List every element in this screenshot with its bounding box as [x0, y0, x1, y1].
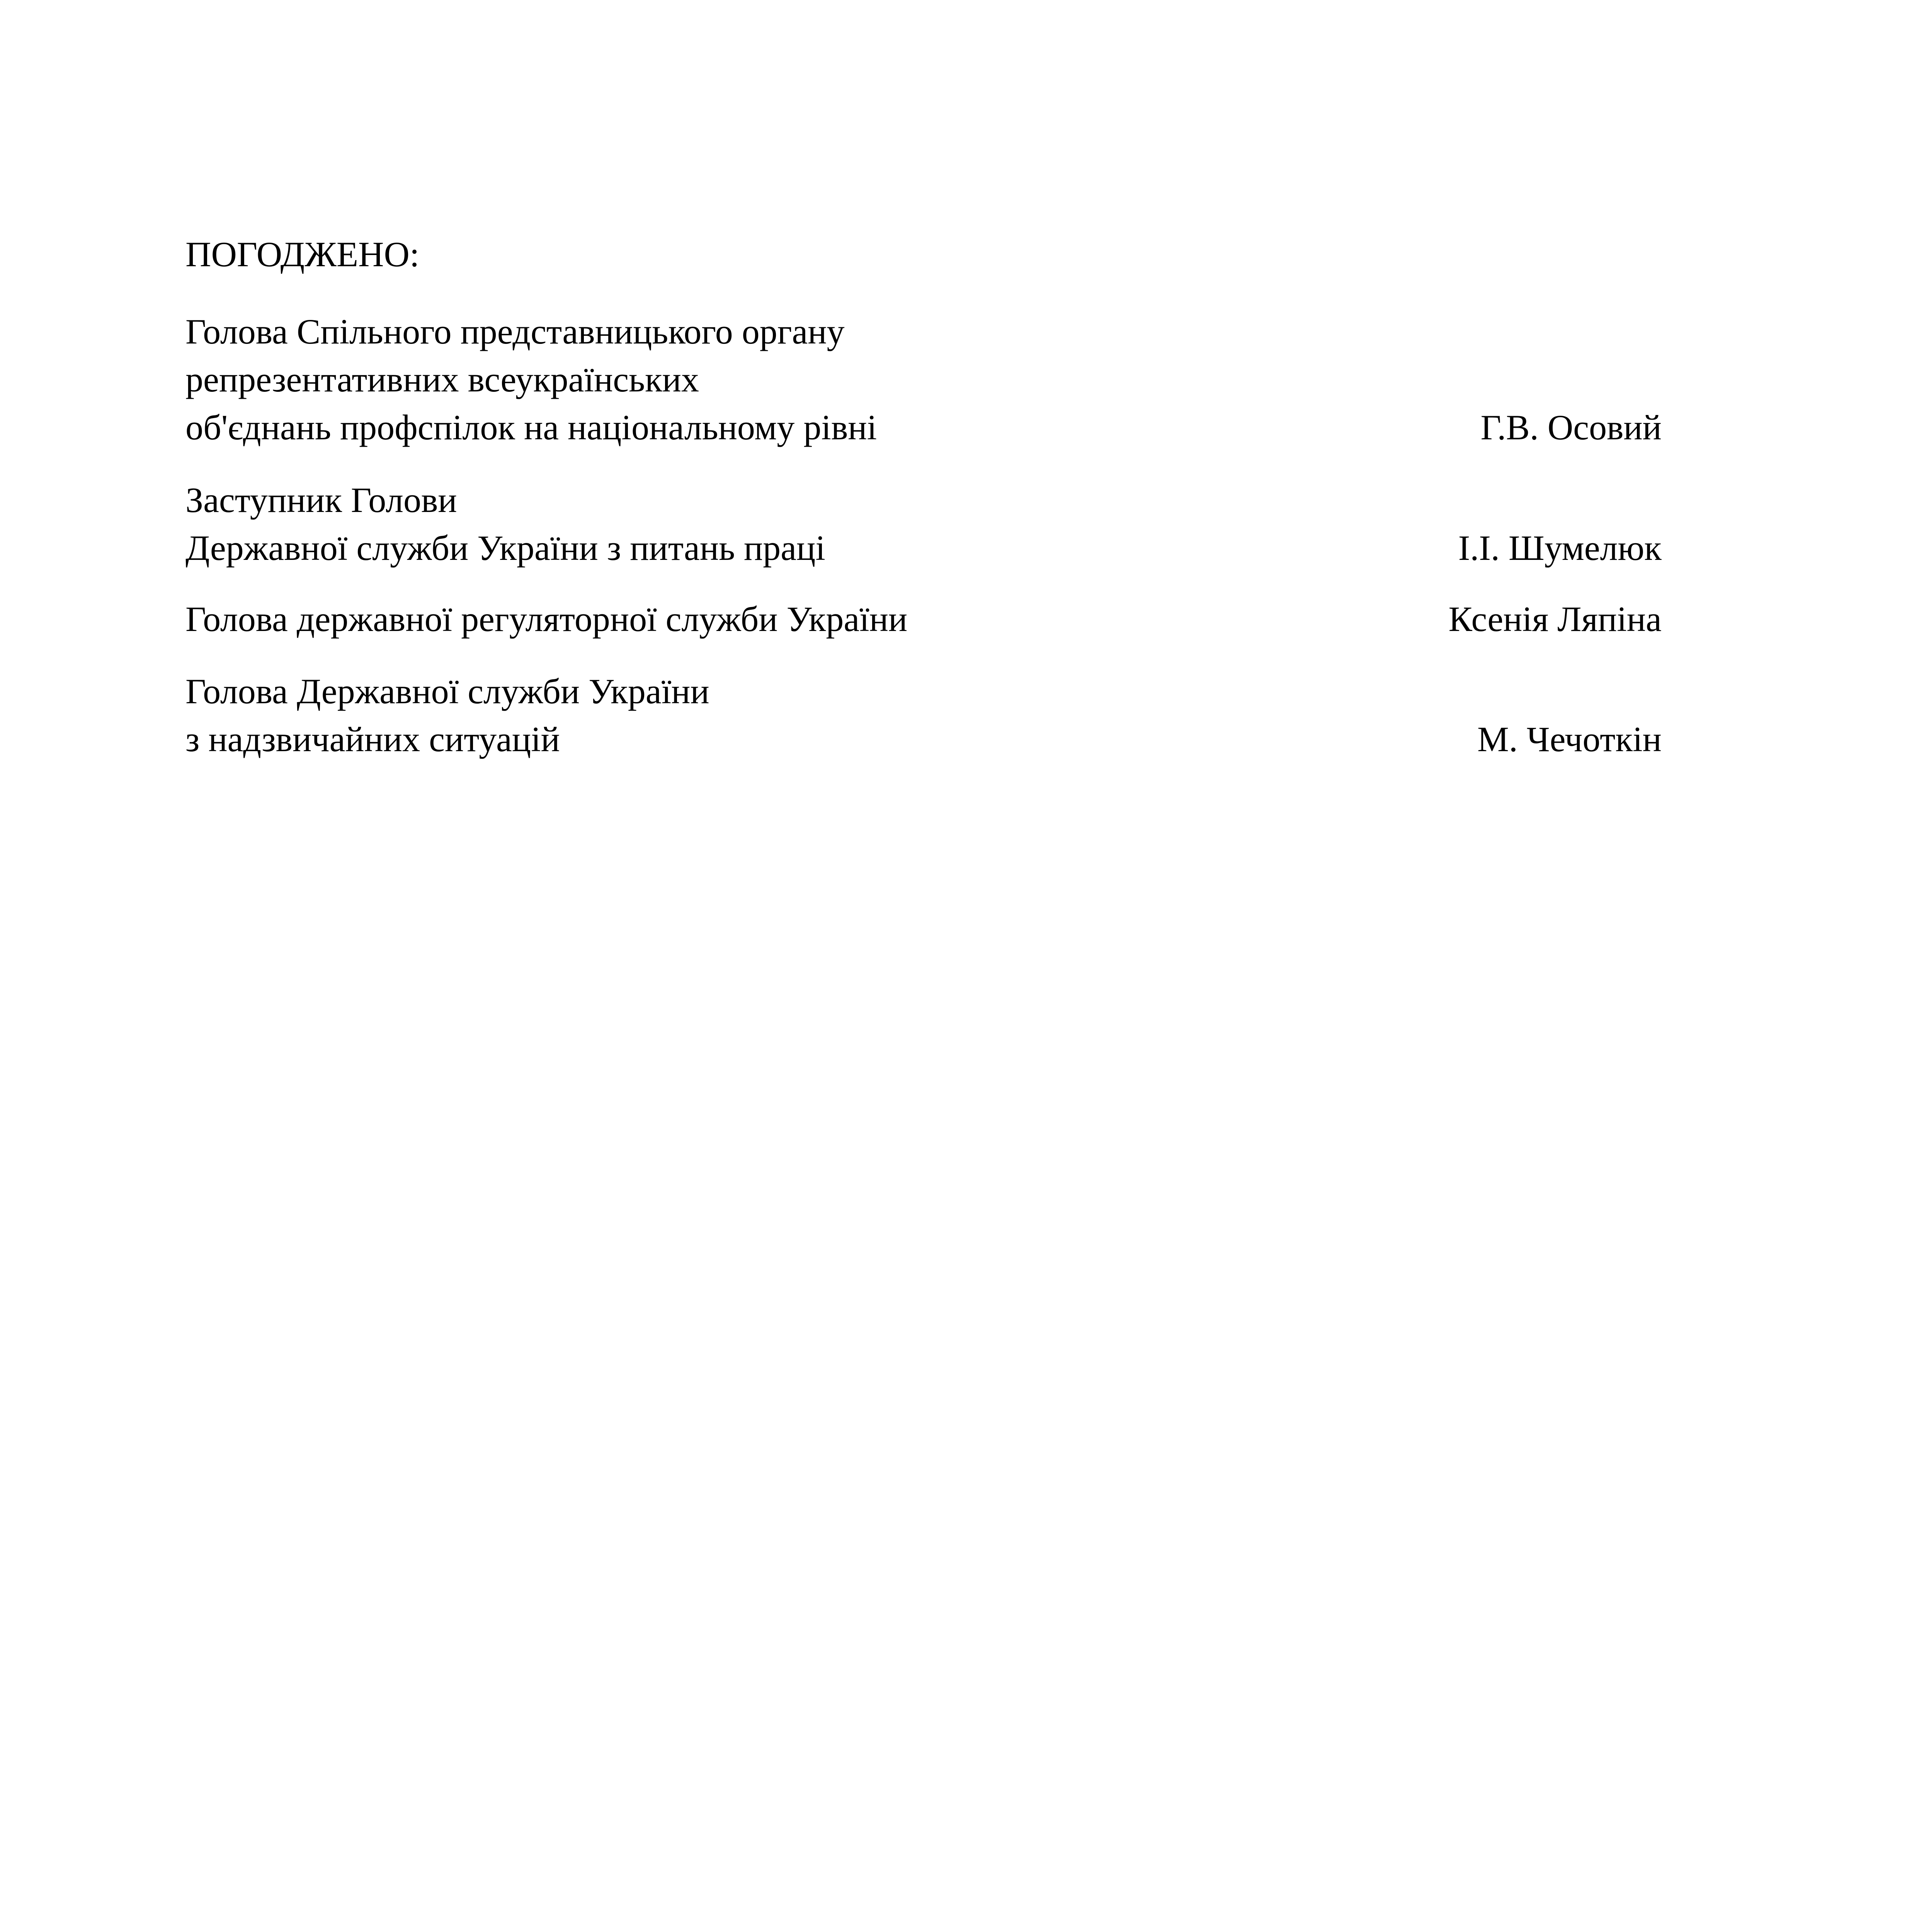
- position-line: Державної служби України з питань праці: [185, 528, 825, 568]
- approval-heading: ПОГОДЖЕНО:: [185, 235, 420, 274]
- signatory-name: М. Чечоткін: [1477, 719, 1662, 759]
- approval-item: [185, 308, 1662, 451]
- approval-item: [185, 667, 1662, 763]
- position-line: Голова Державної служби України: [185, 672, 709, 711]
- position-line: Заступник Голови: [185, 480, 457, 520]
- signatory-name: Г.В. Осовий: [1480, 408, 1662, 447]
- position-line: Голова державної регуляторної служби України: [185, 599, 908, 639]
- signatory-name: Ксенія Ляпіна: [1448, 599, 1662, 639]
- position-line: з надзвичайних ситуацій: [185, 719, 560, 759]
- position-line: Голова Спільного представницького органу: [185, 312, 845, 351]
- approval-item: [185, 595, 1662, 643]
- position-line: репрезентативних всеукраїнських: [185, 360, 699, 399]
- position-line: об'єднань профспілок на національному рівні: [185, 408, 877, 447]
- signatory-name: І.І. Шумелюк: [1458, 528, 1662, 568]
- approval-item: [185, 476, 1662, 572]
